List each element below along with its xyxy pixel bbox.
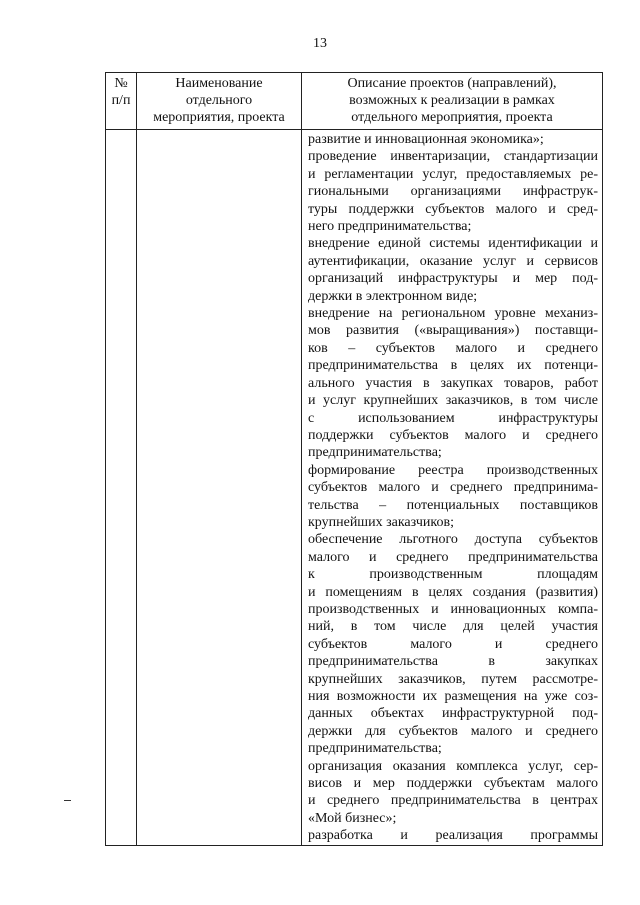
description-line: тельства – потенциальных поставщиков [308,497,598,513]
description-line: развитие и инновационная экономика»; [308,132,544,147]
page-number: 13 [313,36,327,51]
description-line: предпринимательства; [308,741,442,757]
margin-mark [64,800,71,801]
description-line: аутентификации, оказание услуг и сервисов [308,253,598,269]
description-line: производственных и инновационных компа- [308,601,598,617]
description-line: гиональными организациями инфраструк- [308,184,598,200]
header-number-line: п/п [111,93,131,108]
description-line: малого и среднего предпринимательства [308,549,598,565]
description-line: висов и мер поддержки субъектам малого [308,776,598,792]
header-description-line: отдельного мероприятия, проекта [351,110,553,125]
description-line: ний, в том числе для целей участия [308,619,598,635]
description-line: проведение инвентаризации, стандартизации [308,149,598,165]
header-name-line: Наименование [175,76,263,91]
header-name-line: мероприятия, проекта [153,110,285,125]
description-line: данных объектах инфраструктурной под- [308,706,598,722]
description-line: обеспечение льготного доступа субъектов [308,532,598,548]
description-line: субъектов малого и среднего предпринима- [308,480,598,496]
description-line: поддержки субъектов малого и среднего [308,427,598,443]
description-line: и услуг крупнейших заказчиков, в том числе [308,393,598,409]
description-line: ков – субъектов малого и среднего [308,340,598,356]
description-line: него предпринимательства; [308,219,472,235]
description-line: и среднего предпринимательства в центрах [308,793,598,809]
description-line: разработка и реализация программы [308,828,598,844]
description-line: ального участия в закупках товаров, работ [308,375,598,391]
header-number-line: № [114,76,128,91]
description-line: организация оказания комплекса услуг, сер- [308,758,598,774]
description-line: держки для субъектов малого и среднего [308,723,598,739]
description-line: с использованием инфраструктуры [308,410,598,426]
table-header-row [106,73,603,130]
description-line: ния возможности их размещения на уже соз- [308,689,598,704]
description-line: организаций инфраструктуры и мер под- [308,271,598,287]
description-line: предпринимательства в целях их потенци- [308,358,598,374]
description-line: формирование реестра производственных [308,462,598,478]
description-line: предпринимательства в закупках [308,654,598,670]
row-name-cell [137,130,302,846]
description-line: внедрение единой системы идентификации и [308,236,598,252]
description-line: мов развития («выращивания») поставщи- [308,323,598,339]
description-line: держки в электронном виде; [308,288,478,304]
description-line: крупнейших заказчиков, путем рассмотре- [308,671,598,687]
row-number-cell [106,130,137,846]
description-line: «Мой бизнес»; [308,810,397,826]
header-name-line: отдельного [185,93,253,108]
header-description [302,73,603,130]
description-line: и помещениям в целях создания (развития) [308,584,598,600]
description-line: предпринимательства; [308,445,442,461]
description-text [302,130,602,845]
header-description-line: Описание проектов (направлений), [347,76,557,91]
description-line: внедрение на региональном уровне механиз- [308,306,598,322]
table-row [106,130,603,846]
header-name [137,73,302,130]
header-number [106,73,137,130]
header-description-line: возможных к реализации в рамках [349,93,555,108]
projects-table [105,72,603,846]
description-line: субъектов малого и среднего [308,636,598,652]
description-line: и регламентации услуг, предоставляемых ре- [308,166,598,182]
description-line: к производственным площадям [308,567,598,583]
row-description-cell [302,130,603,846]
description-line: крупнейших заказчиков; [308,514,455,530]
description-line: туры поддержки субъектов малого и сред- [308,201,598,217]
